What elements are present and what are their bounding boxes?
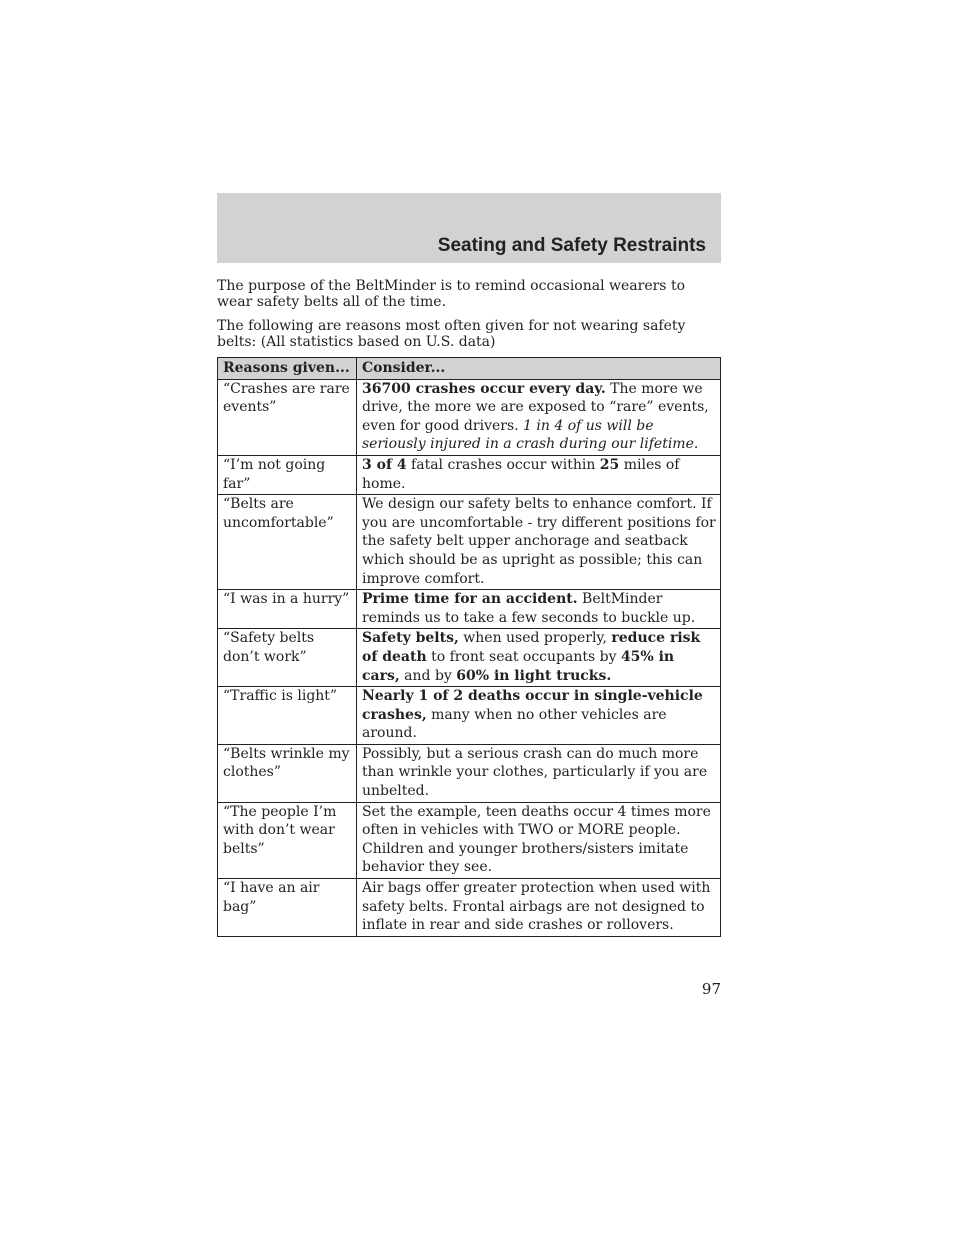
consider-cell bbox=[357, 590, 721, 629]
consider-cell bbox=[357, 879, 721, 937]
consider-text-segment: Air bags offer greater protection when used with safety belts. Frontal airbags are not designed to inflate in rear and side crashes or rollovers. bbox=[362, 880, 711, 934]
table-row bbox=[218, 495, 721, 590]
reason-cell: “I’m not going far” bbox=[218, 455, 357, 494]
reason-cell: “Traffic is light” bbox=[218, 687, 357, 745]
consider-text-segment: 60% in light trucks. bbox=[456, 667, 612, 684]
consider-text-segment: 1 in 4 of us will be seriously injured in a crash during our lifetime. bbox=[362, 417, 699, 453]
page-number: 97 bbox=[701, 980, 721, 998]
consider-text-segment: and by bbox=[399, 667, 457, 684]
consider-cell bbox=[357, 687, 721, 745]
consider-cell bbox=[357, 802, 721, 878]
intro-paragraph-2: The following are reasons most often given for not wearing safety belts: (All statistics based on U.S. data) bbox=[217, 318, 686, 350]
consider-text-segment: Nearly 1 of 2 deaths occur in single-vehicle crashes, bbox=[362, 688, 703, 723]
consider-text-segment: 3 of 4 bbox=[362, 456, 407, 473]
consider-text-segment: The more we drive, the more we are exposed to “rare” events, even for good drivers. bbox=[362, 380, 709, 434]
section-title: Seating and Safety Restraints bbox=[437, 235, 706, 256]
consider-text-segment: BeltMinder reminds us to take a few seconds to buckle up. bbox=[362, 591, 696, 626]
table-row bbox=[218, 455, 721, 494]
consider-text-segment: reduce risk of death bbox=[362, 630, 701, 665]
consider-cell bbox=[357, 495, 721, 590]
consider-cell bbox=[357, 629, 721, 687]
consider-cell bbox=[357, 455, 721, 494]
reason-cell: “I was in a hurry” bbox=[218, 590, 357, 629]
consider-text-segment: 25 bbox=[599, 456, 620, 473]
table-row bbox=[218, 744, 721, 802]
reason-cell: “I have an air bag” bbox=[218, 879, 357, 937]
consider-text-segment: Set the example, teen deaths occur 4 times more often in vehicles with TWO or MORE people. Children and younger brothers/sisters imitate behavior they see. bbox=[362, 803, 711, 876]
consider-text-segment: Prime time for an accident. bbox=[362, 591, 578, 608]
header-consider: Consider... bbox=[357, 358, 721, 380]
table-row bbox=[218, 802, 721, 878]
reason-cell: “Belts are uncomfortable” bbox=[218, 495, 357, 590]
consider-cell bbox=[357, 379, 721, 455]
header-reasons-given: Reasons given... bbox=[218, 358, 357, 380]
table-row bbox=[218, 379, 721, 455]
reason-cell: “Safety belts don’t work” bbox=[218, 629, 357, 687]
consider-text-segment: to front seat occupants by bbox=[426, 648, 621, 665]
consider-text-segment: 36700 crashes occur every day. bbox=[362, 380, 606, 397]
consider-text-segment: miles of home. bbox=[362, 456, 680, 492]
consider-text-segment: when used properly, bbox=[458, 630, 612, 647]
consider-text-segment: many when no other vehicles are around. bbox=[362, 706, 667, 742]
consider-text-segment: Possibly, but a serious crash can do much more than wrinkle your clothes, particularly if you are unbelted. bbox=[362, 745, 708, 800]
table-row bbox=[218, 687, 721, 745]
reasons-table bbox=[217, 357, 721, 937]
consider-cell bbox=[357, 744, 721, 802]
consider-text-segment: fatal crashes occur within bbox=[406, 456, 600, 473]
table-header-row bbox=[218, 358, 721, 380]
table-row bbox=[218, 590, 721, 629]
consider-text-segment: 45% in cars, bbox=[362, 648, 675, 684]
reason-cell: “Crashes are rare events” bbox=[218, 379, 357, 455]
table-body bbox=[218, 379, 721, 936]
table-row bbox=[218, 879, 721, 937]
consider-text-segment: We design our safety belts to enhance comfort. If you are uncomfortable - try different positions for the safety belt upper anchorage and seatback which should be as upright as possible; this can improve comfort. bbox=[362, 496, 716, 587]
table-row bbox=[218, 629, 721, 687]
reason-cell: “The people I’m with don’t wear belts” bbox=[218, 802, 357, 878]
intro-paragraph-1: The purpose of the BeltMinder is to remind occasional wearers to wear safety belts all of the time. bbox=[217, 278, 685, 310]
reason-cell: “Belts wrinkle my clothes” bbox=[218, 744, 357, 802]
consider-text-segment: Safety belts, bbox=[362, 630, 459, 647]
section-header-band bbox=[217, 193, 721, 263]
